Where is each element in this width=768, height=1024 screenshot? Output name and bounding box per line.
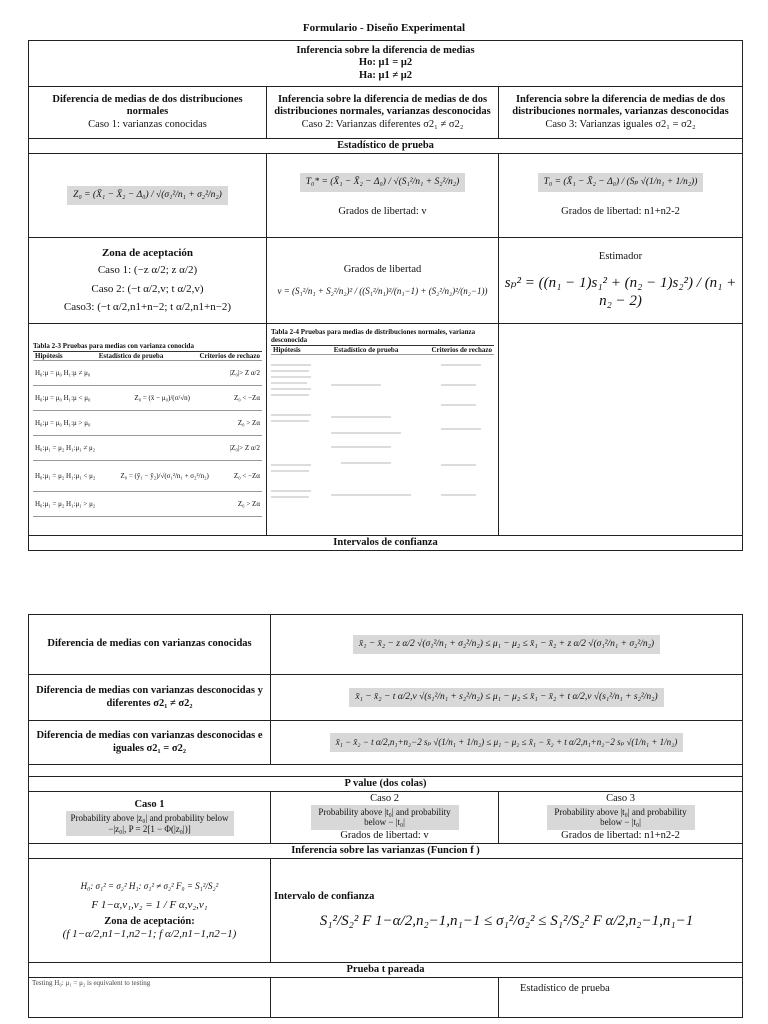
pvalue-caso3-cell <box>499 792 743 844</box>
estadistico-heading: Estadístico de prueba <box>29 139 743 154</box>
zona-cell <box>29 238 267 324</box>
z0-cell <box>29 154 267 238</box>
varianzas-hyp: H₀: σ₁² = σ₂² H₁: σ₁² ≠ σ₂² F₀ = S₁²/S₂² <box>80 880 219 891</box>
pvalue-caso2-cell <box>271 792 499 844</box>
table-cell: H₀:μ = μ₀ H₁:μ > μ₀ <box>35 418 91 427</box>
hypothesis-header <box>29 41 743 87</box>
tabla24-col-estadistico: Estadístico de prueba <box>333 345 399 354</box>
varianzas-intervalo-heading: Intervalo de confianza <box>274 890 375 902</box>
intervalo1-label: Diferencia de medias con varianzas conocidas <box>29 615 271 675</box>
tabla23-col-estadistico: Estadístico de prueba <box>98 351 164 360</box>
pvalue-heading: P value (dos colas) <box>29 777 743 792</box>
table-cell: H₀:μ₁ = μ₂ H₁:μ₁ > μ₂ <box>35 499 96 508</box>
tabla23-header <box>33 351 262 361</box>
tabla23-image <box>33 342 262 517</box>
intervalo2-label: Diferencia de medias con varianzas desconocidas y diferentes σ2₁ ≠ σ2₂ <box>29 675 271 721</box>
pareada-heading: Prueba t pareada <box>29 962 743 977</box>
tabla23-title: Tabla 2-3 Pruebas para medias con varianza conocida <box>33 342 194 351</box>
gl-formula: v = (S₁²/n₁ + S₂²/n₂)² / ((S₁²/n₁)²/(n₁−1) + (S₂²/n₂)²/(n₂−1)) <box>277 286 488 297</box>
table-cell: H₀:μ = μ₀ H₁:μ < μ₀ <box>35 393 91 402</box>
intervalo1-cell <box>271 615 743 675</box>
gl-cell <box>267 238 499 324</box>
pareada-right-cell <box>499 978 743 1018</box>
pareada-middle-cell <box>271 978 499 1018</box>
table-cell: Z₀ < −Zα <box>233 393 260 402</box>
t0-case3-cell <box>499 154 743 238</box>
table-cell: Z₀ > Zα <box>237 499 260 508</box>
case2-title: Inferencia sobre la diferencia de medias de dos distribuciones normales, varianzas desconocidas <box>274 94 491 118</box>
tabla23-col-criterio: Criterios de rechazo <box>199 351 260 360</box>
zona-caso1: Caso 1: (−z α/2; z α/2) <box>97 263 198 276</box>
case2-sub: Caso 2: Varianzas diferentes σ2₁ ≠ σ2₂ <box>301 118 464 130</box>
case1-header <box>29 87 267 139</box>
t0-case2-formula: T₀* = (X̄₁ − X̄₂ − Δ₀) / √(S₁²/n₁ + S₂²/n₂) <box>300 173 466 192</box>
pvalue-caso1-text: Probability above |z₀| and probability below −|z₀|, P = 2[1 − Φ(|z₀|)] <box>66 811 234 836</box>
table-cell: Z₀ < −Zα <box>233 471 260 480</box>
case3-title: Inferencia sobre la diferencia de medias de dos distribuciones normales, varianzas desconocidas <box>512 94 729 118</box>
pareada-estadistico: Estadístico de prueba <box>520 983 610 994</box>
table-row <box>33 436 262 461</box>
t0-case2-cell <box>267 154 499 238</box>
pareada-testing: Testing H₀: μ₁ = μ₂ is equivalent to testing <box>32 979 151 987</box>
medias-table <box>28 40 743 551</box>
tabla24-col-criterio: Criterios de rechazo <box>431 345 492 354</box>
case2-header <box>267 87 499 139</box>
table-row <box>33 411 262 436</box>
table-row <box>33 361 262 386</box>
pvalue-caso1-title: Caso 1 <box>134 799 165 811</box>
intervalo2-cell <box>271 675 743 721</box>
varianzas-heading: Inferencia sobre las varianzas (Funcion f ) <box>29 843 743 858</box>
table-cell: H₀:μ₁ = μ₂ H₁:μ₁ ≠ μ₂ <box>35 443 96 452</box>
empty-cell <box>499 324 743 536</box>
intervalos-heading: Intervalos de confianza <box>29 536 743 551</box>
estimador-heading: Estimador <box>598 251 643 263</box>
case1-sub: Caso 1: varianzas conocidas <box>88 118 207 130</box>
case1-title: Diferencia de medias de dos distribuciones normales <box>52 94 243 118</box>
table-cell: H₀:μ = μ₀ H₁:μ ≠ μ₀ <box>35 368 91 377</box>
tabla24-scan-graphic <box>271 355 491 515</box>
pvalue-table <box>28 764 743 1018</box>
table-cell: |Z₀|> Z α/2 <box>229 443 260 452</box>
pvalue-caso3-title: Caso 3 <box>606 793 635 805</box>
table-cell: Z₀ = (ȳ₁ − ȳ₂)/√(σ₁²/n₁ + σ₂²/n₂) <box>120 471 209 480</box>
tabla24-title: Tabla 2-4 Pruebas para medias de distribuciones normales, varianza desconocida <box>271 328 476 345</box>
t0-case3-formula: T₀ = (X̄₁ − X̄₂ − Δ₀) / (Sₚ √(1/n₁ + 1/n₂)) <box>538 173 704 192</box>
zona-caso3: Caso3: (−t α/2,n1+n−2; t α/2,n1+n−2) <box>63 301 232 314</box>
intervalo2-formula: x̄₁ − x̄₂ − t α/2,v √(s₁²/n₁ + s₂²/n₂) ≤ μ₁ − μ₂ ≤ x̄₁ − x̄₂ + t α/2,v √(s₁²/n₁ + s₂²/n₂) <box>349 688 663 707</box>
varianzas-finv: F 1−α,v₁,v₂ = 1 / F α,v₂,v₁ <box>91 898 208 911</box>
pvalue-caso3-gl: Grados de libertad: n1+n2-2 <box>561 829 680 841</box>
case3-header <box>499 87 743 139</box>
intervalo1-formula: x̄₁ − x̄₂ − z α/2 √(σ₁²/n₁ + σ₂²/n₂) ≤ μ₁ − μ₂ ≤ x̄₁ − x̄₂ + z α/2 √(σ₁²/n₁ + σ₂²/n₂) <box>353 635 660 654</box>
table-row <box>33 461 262 492</box>
table-cell: H₀:μ₁ = μ₂ H₁:μ₁ < μ₂ <box>35 471 96 480</box>
table-cell: Z₀ > Zα <box>237 418 260 427</box>
gl-case3: Grados de libertad: n1+n2-2 <box>561 205 680 217</box>
varianzas-left-cell <box>29 858 271 962</box>
pvalue-caso2-text: Probability above |t₀| and probability below − |t₀| <box>311 805 459 830</box>
table-row <box>33 386 262 411</box>
tabla24-col-hipotesis: Hipótesis <box>273 345 301 354</box>
zona-heading: Zona de aceptación <box>101 247 194 260</box>
document-title: Formulario - Diseño Experimental <box>302 22 466 34</box>
pvalue-caso2-title: Caso 2 <box>370 793 399 805</box>
z0-formula: Z₀ = (X̄₁ − X̄₂ − Δ₀) / √(σ₁²/n₁ + σ₂²/n₂) <box>67 186 228 205</box>
varianzas-right-cell <box>271 858 743 962</box>
header-line1: Inferencia sobre la diferencia de medias <box>296 45 475 57</box>
tabla23-cell <box>29 324 267 536</box>
intervalo3-formula: x̄₁ − x̄₂ − t α/2,n₁+n₂−2 sₚ √(1/n₁ + 1/n₂) ≤ μ₁ − μ₂ ≤ x̄₁ − x̄₂ + t α/2,n₁+n₂−2 sₚ √(1/n₁ + 1/n₂) <box>330 733 684 751</box>
table-cell: Z₀ = (x̄ − μ₀)/(σ/√n) <box>134 393 190 402</box>
tabla24-header <box>271 345 494 355</box>
varianzas-zona: (f 1−α/2,n1−1,n2−1; f α/2,n1−1,n2−1) <box>62 927 237 940</box>
pvalue-caso3-text: Probability above |t₀| and probability below − |t₀| <box>547 805 695 830</box>
zona-caso2: Caso 2: (−t α/2,v; t α/2,v) <box>91 282 204 295</box>
varianzas-zona-heading: Zona de aceptación: <box>104 915 195 927</box>
table-cell: |Z₀|> Z α/2 <box>229 368 260 377</box>
tabla24-cell <box>267 324 499 536</box>
intervalo3-label: Diferencia de medias con varianzas desconocidas e iguales σ2₁ = σ2₂ <box>29 721 271 765</box>
estimador-cell <box>499 238 743 324</box>
header-line3: Ha: μ1 ≠ μ2 <box>359 69 412 81</box>
pvalue-caso2-gl: Grados de libertad: v <box>340 829 429 841</box>
tabla23-col-hipotesis: Hipótesis <box>35 351 63 360</box>
intervalos-table <box>28 614 743 765</box>
table-row <box>33 492 262 517</box>
tabla24-image <box>271 328 494 518</box>
estimador-formula: sₚ² = ((n₁ − 1)s₁² + (n₂ − 1)s₂²) / (n₁ + n₂ − 2) <box>504 275 737 309</box>
pvalue-caso1-cell <box>29 792 271 844</box>
header-line2: Ho: μ1 = μ2 <box>358 57 413 69</box>
pareada-left-cell <box>29 978 271 1018</box>
case3-sub: Caso 3: Varianzas iguales σ2₁ = σ2₂ <box>545 118 696 130</box>
intervalo3-cell <box>271 721 743 765</box>
gl-case2: Grados de libertad: v <box>338 205 427 217</box>
varianzas-intervalo-formula: S₁²/S₂² F 1−α/2,n₂−1,n₁−1 ≤ σ₁²/σ₂² ≤ S₁²/S₂² F α/2,n₂−1,n₁−1 <box>319 912 694 929</box>
gl-heading: Grados de libertad <box>343 264 422 276</box>
